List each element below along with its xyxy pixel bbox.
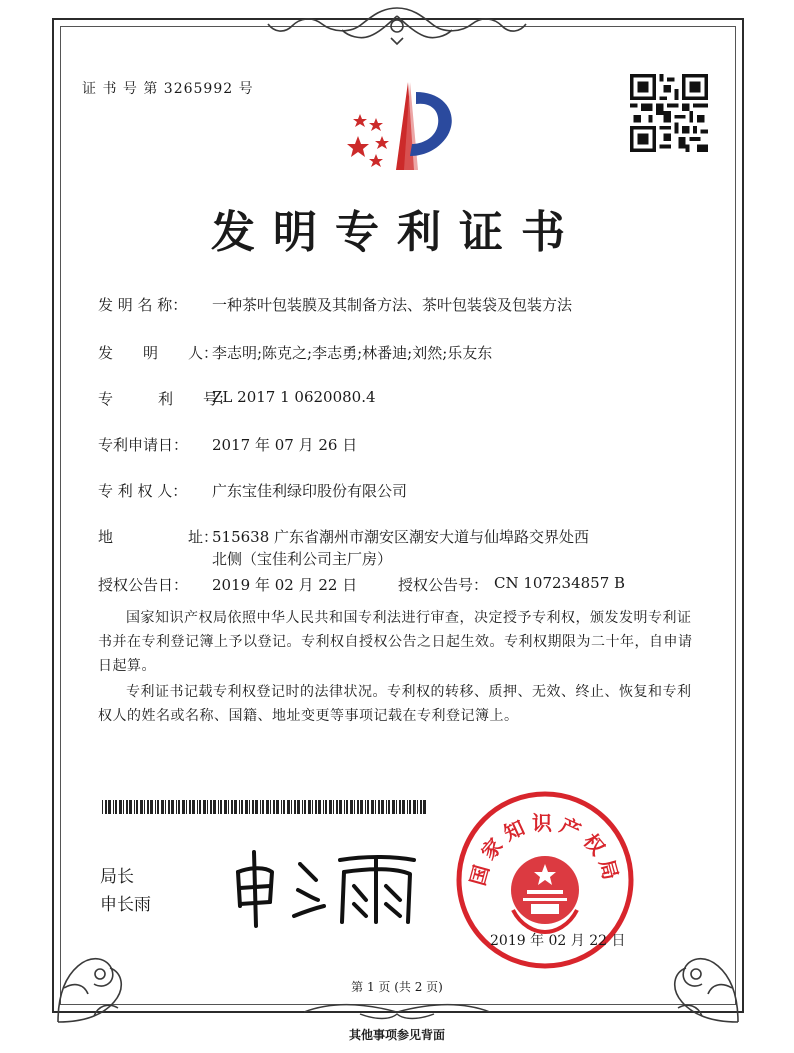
grant-number-value: CN 107234857 B (494, 574, 626, 592)
address-label: 地 址： (98, 528, 219, 546)
filing-date-value: 2017 年 07 月 26 日 (212, 436, 358, 454)
bottom-center-ornament-icon (300, 1000, 494, 1022)
grant-number-label: 授权公告号： (398, 576, 489, 594)
grant-date-value: 2019 年 02 月 22 日 (212, 576, 358, 594)
invention-name-label: 发 明 名 称： (98, 296, 188, 314)
grant-date-label: 授权公告日： (98, 576, 189, 594)
address-value-line2: 北侧（宝佳利公司主厂房） (212, 550, 393, 568)
inventors-value: 李志明;陈克之;李志勇;林番迪;刘然;乐友东 (212, 344, 493, 362)
patentee-value: 广东宝佳利绿印股份有限公司 (212, 482, 408, 500)
seal-text: 国家知识产权局 (465, 811, 625, 889)
statement-paragraph-2: 专利证书记载专利权登记时的法律状况。专利权的转移、质押、无效、终止、恢复和专利权人的姓名或名称、国籍、地址变更等事项记载在专利登记簿上。 (98, 684, 692, 724)
patent-number-value: ZL 2017 1 0620080.4 (212, 388, 376, 406)
inventors-label: 发 明 人： (98, 344, 219, 362)
director-name: 申长雨 (100, 895, 151, 915)
filing-date-label: 专利申请日： (98, 436, 189, 454)
invention-name-value: 一种茶叶包装膜及其制备方法、茶叶包装袋及包装方法 (212, 296, 573, 314)
director-title: 局长 (100, 867, 134, 887)
top-ornament-icon (262, 2, 532, 46)
bottom-left-ornament-icon (54, 918, 164, 1028)
director-signature-icon (224, 842, 424, 932)
qr-code-icon (630, 74, 708, 152)
bottom-right-ornament-icon (632, 918, 742, 1028)
certificate-title: 发明专利证书 (211, 207, 583, 258)
seal-date: 2019 年 02 月 22 日 (490, 933, 626, 949)
patentee-label: 专 利 权 人： (98, 482, 188, 500)
address-value-line1: 515638 广东省潮州市潮安区潮安大道与仙埠路交界处西 (212, 528, 590, 546)
page-number: 第 1 页 (共 2 页) (351, 980, 443, 994)
patent-number-label: 专 利 号： (98, 390, 234, 408)
patent-office-emblem-icon (338, 78, 468, 178)
barcode-icon (102, 800, 430, 814)
certificate-number: 证 书 号 第 3265992 号 (82, 81, 254, 97)
statement-paragraph-1: 国家知识产权局依照中华人民共和国专利法进行审查，决定授予专利权，颁发发明专利证书并在专利登记簿上予以登记。专利权自授权公告之日起生效。专利权期限为二十年，自申请日起算。 (98, 610, 693, 674)
footer-note: 其他事项参见背面 (348, 1028, 445, 1042)
